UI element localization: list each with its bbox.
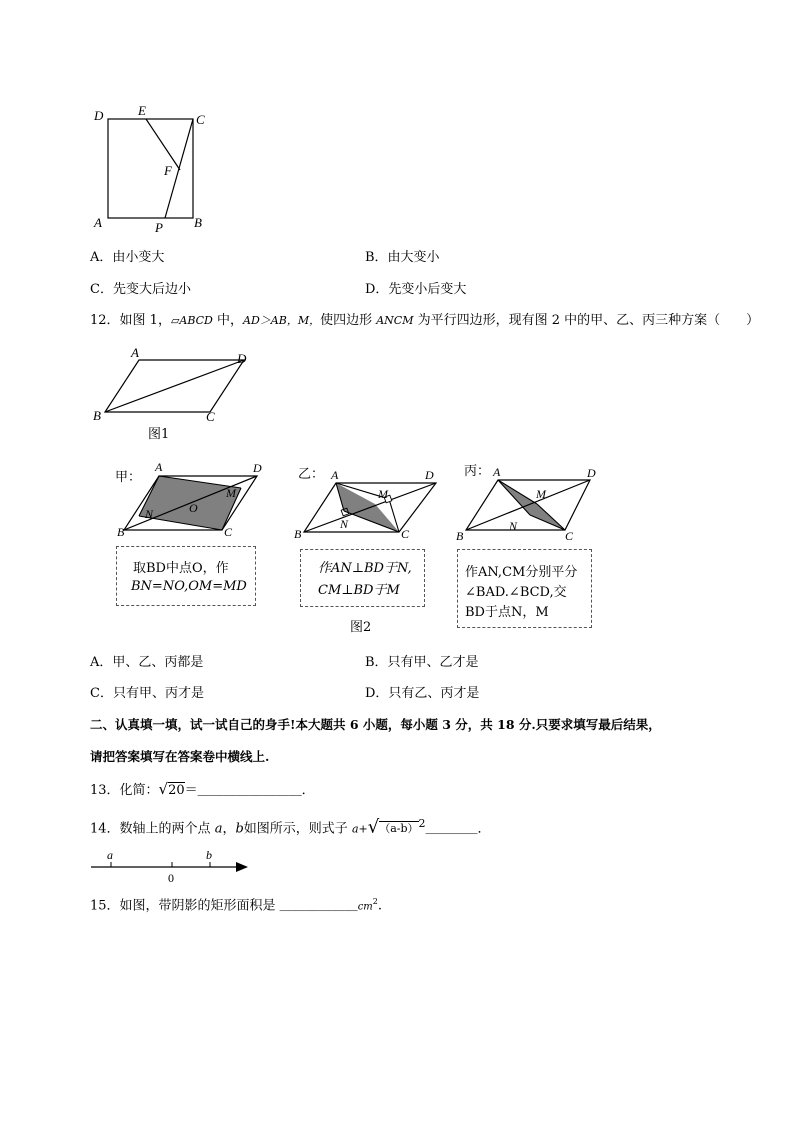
q11-option-d: D．先变小后变大 xyxy=(365,282,467,297)
q11-square-figure xyxy=(88,100,218,235)
label-O: O xyxy=(189,501,198,515)
q11-option-b: B．由大变小 xyxy=(365,250,440,265)
label-A: A xyxy=(131,345,139,360)
label-M: M xyxy=(536,487,546,501)
q12-option-b: B．只有甲、乙才是 xyxy=(365,655,479,670)
q15: 15．如图，带阴影的矩形面积是 $\_\_\_\_\_\_cm^2$. xyxy=(90,897,383,914)
label-M: M xyxy=(226,486,236,500)
plan-jia-box-line1: 取BD中点O，作 xyxy=(133,561,229,576)
label-D: D xyxy=(425,468,434,482)
plan-yi-box-line1: 作AN⊥BD于N, xyxy=(318,561,412,576)
q12-option-d: D．只有乙、丙才是 xyxy=(365,686,480,701)
label-B: B xyxy=(456,529,464,543)
label-D: D xyxy=(253,461,262,475)
label-A: A xyxy=(331,468,339,482)
label-N: N xyxy=(145,507,154,521)
label-N: N xyxy=(340,517,349,531)
label-D: D xyxy=(237,351,247,366)
label-M: M xyxy=(378,487,388,501)
section2-heading-line1: 二、认真填一填，试一试自己的身手!本大题共 6 小题，每小题 3 分，共 18 分.只要求填写最后结果， xyxy=(90,717,661,732)
plan-yi-figure xyxy=(288,460,448,545)
label-A: A xyxy=(94,215,102,230)
plan-jia-box-line2: BN=NO,OM=MD xyxy=(131,579,247,594)
axis-label-zero: 0 xyxy=(168,871,174,885)
label-C: C xyxy=(401,527,410,541)
q12-option-a: A．甲、乙、丙都是 xyxy=(90,655,204,670)
plan-jia-figure xyxy=(115,456,275,546)
label-F: F xyxy=(164,163,172,178)
plan-bing-box xyxy=(457,549,592,628)
label-A: A xyxy=(493,465,501,479)
plan-yi-box-line2: CM⊥BD于M xyxy=(318,583,400,598)
label-B: B xyxy=(117,525,125,539)
plan-bing-figure xyxy=(450,460,610,545)
label-D: D xyxy=(94,108,104,123)
q11-option-c: C．先变大后边小 xyxy=(90,282,191,297)
plan-bing-title: 丙： xyxy=(464,464,491,479)
q12-stem: 12．如图 1，▱ABCD 中，AD＞AB，M，使四边形 ANCM 为平行四边形，现有图 2 中的甲、乙、丙三种方案（ ） xyxy=(90,313,760,328)
label-E: E xyxy=(138,103,146,118)
label-A: A xyxy=(155,460,163,474)
q11-option-a: A．由小变大 xyxy=(90,250,165,265)
label-B: B xyxy=(194,215,202,230)
label-B: B xyxy=(93,408,101,423)
plan-bing-box-line2: ∠BAD.∠BCD,交 xyxy=(465,585,567,600)
label-C: C xyxy=(196,112,205,127)
label-B: B xyxy=(294,527,302,541)
plan-jia-box xyxy=(116,546,256,606)
plan-jia-title: 甲： xyxy=(115,470,142,485)
label-N: N xyxy=(509,519,518,533)
label-C: C xyxy=(224,525,233,539)
label-D: D xyxy=(587,466,596,480)
section2-heading-line2: 请把答案填写在答案卷中横线上. xyxy=(90,749,270,764)
label-C: C xyxy=(206,409,215,424)
q12-option-c: C．只有甲、丙才是 xyxy=(90,686,204,701)
q12-figure1 xyxy=(88,340,263,445)
label-C: C xyxy=(565,529,574,543)
axis-label-a: a xyxy=(107,848,113,862)
plan-yi-title: 乙： xyxy=(298,467,325,482)
q14-number-line xyxy=(88,845,258,887)
figure1-caption: 图1 xyxy=(148,427,170,442)
q13: 13．化简：√20＝＿＿＿＿＿＿＿＿． xyxy=(90,780,315,798)
q14: 14．数轴上的两个点 a，b如图所示，则式子 $a+√(a-b)^2\_\_\_\_$． xyxy=(90,816,491,838)
plan-bing-box-line3: BD于点N，M xyxy=(465,605,549,620)
axis-label-b: b xyxy=(206,848,212,862)
plan-yi-box xyxy=(300,549,425,607)
figure2-caption: 图2 xyxy=(350,620,372,635)
plan-bing-box-line1: 作AN,CM分别平分 xyxy=(465,565,578,580)
label-P: P xyxy=(155,220,163,235)
